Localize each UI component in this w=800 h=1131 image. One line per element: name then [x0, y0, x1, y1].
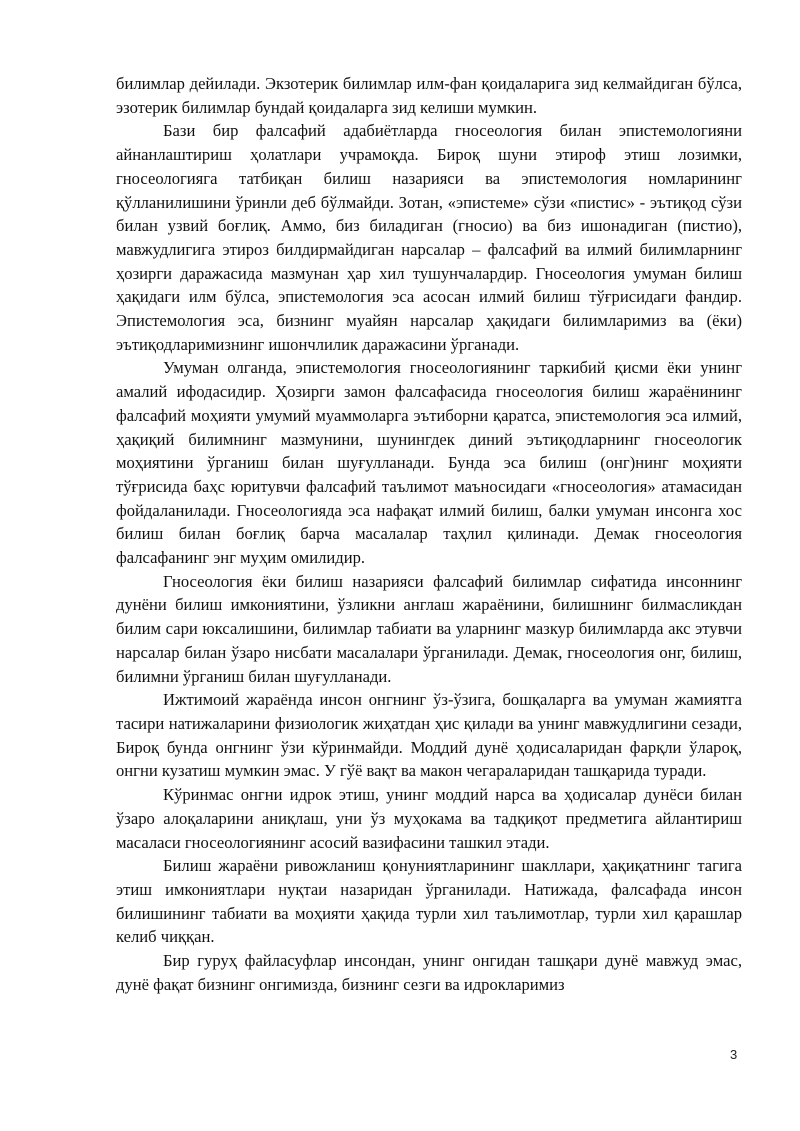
- paragraph: Бази бир фалсафий адабиётларда гносеология билан эпистемологияни айнанлаштириш ҳолатлари учрамоқда. Бироқ шуни этироф этиш лозимки, гносеологияга татбиқан билиш назарияси ва эпистемология номларининг қўлланилишини ўринли деб бўлмайди. Зотан, «эпистеме» сўзи «пистис» - эътиқод сўзи билан узвий боғлиқ. Аммо, биз биладиган (гносио) ва биз ишонадиган (пистио), мавжудлигига этироз билдирмайдиган нарсалар – фалсафий ва илмий билимларнинг ҳозирги даражасида мазмунан ҳар хил тушунчалардир. Гносеология умуман билиш ҳақидаги илм бўлса, эпистемология эса асосан илмий билиш тўғрисидаги фандир. Эпистемология эса, бизнинг муайян нарсалар ҳақидаги билимларимиз ва (ёки) эътиқодларимизнинг ишончлилик даражасини ўрганади.: [116, 121, 742, 354]
- paragraph-last: Бир гуруҳ файласуфлар инсондан, унинг онгидан ташқари дунё мавжуд эмас, дунё фақат бизнинг онгимизда, бизнинг сезги ва идрокларимиз: [116, 951, 742, 994]
- paragraph: Кўринмас онгни идрок этиш, унинг моддий нарса ва ҳодисалар дунёси билан ўзаро алоқаларини аниқлаш, уни ўз муҳокама ва тадқиқот предметига айлантириш масаласи гносеологиянинг асосий вазифасини ташкил этади.: [116, 785, 742, 852]
- paragraph: Билиш жараёни ривожланиш қонуниятларининг шакллари, ҳақиқатнинг тагига этиш имкониятлари нуқтаи назаридан ўрганилади. Натижада, фалсафада инсон билишининг табиати ва моҳияти ҳақида турли хил таълимотлар, турли хил қарашлар келиб чиққан.: [116, 856, 742, 947]
- document-body: [116, 72, 742, 996]
- paragraph: Умуман олганда, эпистемология гносеологиянинг таркибий қисми ёки унинг амалий ифодасидир. Ҳозирги замон фалсафасида гносеология билиш жараёнининг фалсафий моҳияти умумий муаммоларга эътиборни қаратса, эпистемология эса илмий, ҳақиқий билимнинг мазмунини, шунингдек диний эътиқодларнинг гносеологик моҳиятини ўрганиш билан шуғулланади. Бунда эса билиш (онг)нинг моҳияти тўғрисида баҳс юритувчи фалсафий таълимот маъносидаги «гносеология» атамасидан фойдаланилади. Гносеологияда эса нафақат илмий билиш, балки умуман инсонга хос билиш билан боғлиқ барча масалалар таҳлил қилинади. Демак гносеология фалсафанинг энг муҳим омилидир.: [116, 358, 742, 568]
- paragraph: Ижтимоий жараёнда инсон онгнинг ўз-ўзига, бошқаларга ва умуман жамиятга тасири натижаларини физиологик жиҳатдан ҳис қилади ва унинг мавжудлигини сезади, Бироқ бунда онгнинг ўзи кўринмайди. Моддий дунё ҳодисаларидан фарқли ўлароқ, онгни кузатиш мумкин эмас. У гўё вақт ва макон чегараларидан ташқарида туради.: [116, 690, 742, 781]
- page-number: 3: [730, 1047, 738, 1062]
- paragraph: Гносеология ёки билиш назарияси фалсафий билимлар сифатида инсоннинг дунёни билиш имкониятини, ўзликни англаш жараёнини, билишнинг билмасликдан билим сари юксалишини, билимлар табиати ва уларнинг мазкур билимларда акс этувчи нарсалар билан ўзаро нисбати масалалари ўрганилади. Демак, гносеология онг, билиш, билимни ўрганиш билан шуғулланади.: [116, 571, 742, 686]
- paragraph-continuation: билимлар дейилади. Экзотерик билимлар илм-фан қоидаларига зид келмайдиган бўлса, эзотерик билимлар бундай қоидаларга зид келиши мумкин.: [116, 74, 742, 117]
